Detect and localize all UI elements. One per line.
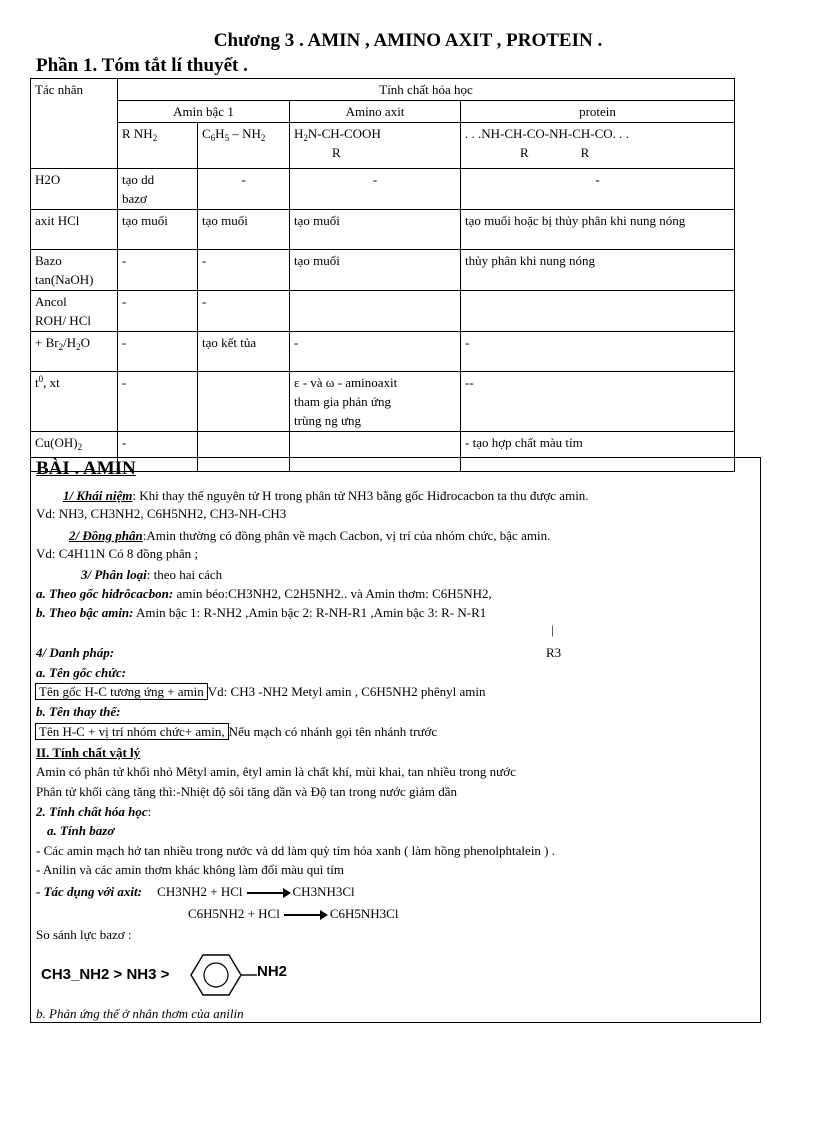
formula-protein: . . .NH-CH-CO-NH-CH-CO. . . R R [461,123,735,169]
bond-bar: | [551,622,554,637]
physical-1: Amin có phân tử khối nhỏ Mêtyl amin, êtyl amin là chất khí, mùi khai, tan nhiều trong nước [36,764,516,779]
cell: - [118,291,198,332]
properties-table [30,78,735,472]
cell: tạo muối [118,210,198,250]
cell: tạo dd bazơ [118,169,198,210]
isomer: 2/ Đồng phân:Amin thường có đồng phân về mạch Cacbon, vị trí của nhóm chức, bậc amin. [69,528,551,543]
agent-hcl: axit HCl [31,210,118,250]
cell: ε - và ω - aminoaxit tham gia phản ứng trùng ng ưng [290,372,461,432]
cell: - [118,332,198,372]
ring-substitution-heading: b. Phản ứng thế ở nhân thơm của anilin [36,1006,244,1021]
naming-b-rule: Tên H-C + vị trí nhóm chức+ amin, Nếu mạch có nhánh gọi tên nhánh trước [35,723,437,741]
isomer-example: Vd: C4H11N Có 8 đồng phân ; [36,546,199,561]
page-title: Chương 3 . AMIN , AMINO AXIT , PROTEIN . [213,30,603,51]
base-2: - Anilin và các amin thơm khác không làm đổi màu quì tím [36,862,344,877]
cell: - [118,432,198,472]
classification-a: a. Theo gốc hiđrôcacbon: amin béo:CH3NH2, C2H5NH2.. và Amin thơm: C6H5NH2, [36,586,492,601]
naming-b: b. Tên thay thế: [36,704,121,719]
benzene-ring [191,955,241,995]
definition-example: Vd: NH3, CH3NH2, C6H5NH2, CH3-NH-CH3 [36,506,287,521]
cell [290,291,461,332]
arrow-icon [247,892,289,894]
agent-naoh: Bazo tan(NaOH) [31,250,118,291]
cell: thủy phân khi nung nóng [461,250,735,291]
cell: - tạo hợp chất màu tím [461,432,735,472]
base-1: - Các amin mạch hở tan nhiều trong nước và dd làm quỳ tím hóa xanh ( làm hồng phenolphtalein ) . [36,843,556,858]
cell: - [290,332,461,372]
base-heading: a. Tính bazơ [47,823,115,838]
cell: - [198,250,290,291]
agent-heat: $t^0$, xt [31,372,118,432]
cell: - [118,372,198,432]
cell: - [290,169,461,210]
classification-b: b. Theo bậc amin: Amin bậc 1: R-NH2 ,Amin bậc 2: R-NH-R1 ,Amin bậc 3: R- N-R1 [36,605,487,620]
chemical-heading: 2. Tính chất hóa học: [36,804,152,819]
agent-water: H2O [31,169,118,210]
amin-section [30,457,761,1023]
r3-label: R3 [546,645,562,660]
naming-heading: 4/ Danh pháp: [36,645,115,660]
formula-c6h5nh2: $C_6H_5 - NH_2$ [198,123,290,169]
header-agent: Tác nhân [31,79,118,169]
group-amin: Amin bậc 1 [118,101,290,123]
group-amino: Amino axit [290,101,461,123]
cell: - [461,169,735,210]
agent-alcohol: Ancol ROH/ HCl [31,291,118,332]
physical-2: Phân tử khối càng tăng thì:-Nhiệt độ sôi tăng dần và Độ tan trong nước giảm dần [36,784,457,799]
acid-reaction-2: C6H5NH2 + HCl C6H5NH3Cl [188,906,399,921]
amino-group: NH2 [257,963,288,980]
physical-heading: II. Tính chất vật lý [36,745,141,760]
classification: 3/ Phân loại: theo hai cách [81,567,223,582]
arrow-icon [284,914,326,916]
cell: tạo muối [198,210,290,250]
aromatic-circle [204,963,228,987]
cell [461,291,735,332]
cell: - [198,169,290,210]
compare-label: So sánh lực bazơ : [36,927,132,942]
naming-a: a. Tên gốc chức: [36,665,127,680]
formula-amino-acid: $H_2N-CH$-COOH R [290,123,461,169]
group-protein: protein [461,101,735,123]
header-props: Tính chất hóa học [118,79,735,101]
cell [198,372,290,432]
cell: - [461,332,735,372]
part-heading: Phần 1. Tóm tắt lí thuyết . [36,55,248,76]
cell: -- [461,372,735,432]
naming-a-rule: Tên gốc H-C tương ứng + amin Vd: CH3 -NH2 Metyl amin , C6H5NH2 phênyl amin [35,683,485,701]
base-strength-chain: CH3_NH2 > NH3 > [41,966,170,983]
acid-reaction-1: - Tác dụng với axit: CH3NH2 + HCl CH3NH3Cl [36,884,355,899]
cell: tạo muối [290,210,461,250]
cell: - [118,250,198,291]
formula-rnh2: R $NH_2$ [118,123,198,169]
definition: 1/ Khái niệm: Khi thay thế nguyên tử H trong phân tử NH3 bằng gốc Hiđrocacbon ta thu được amin. [63,488,589,503]
cell: tạo kết tủa [198,332,290,372]
cell: tạo muối hoặc bị thủy phân khi nung nóng [461,210,735,250]
cell: tạo muối [290,250,461,291]
cell: - [198,291,290,332]
agent-bromine: + $Br_2/H_2O$ [31,332,118,372]
agent-copper: $Cu(OH)_2$ [31,432,118,472]
amin-heading: BÀI . AMIN [36,458,136,479]
